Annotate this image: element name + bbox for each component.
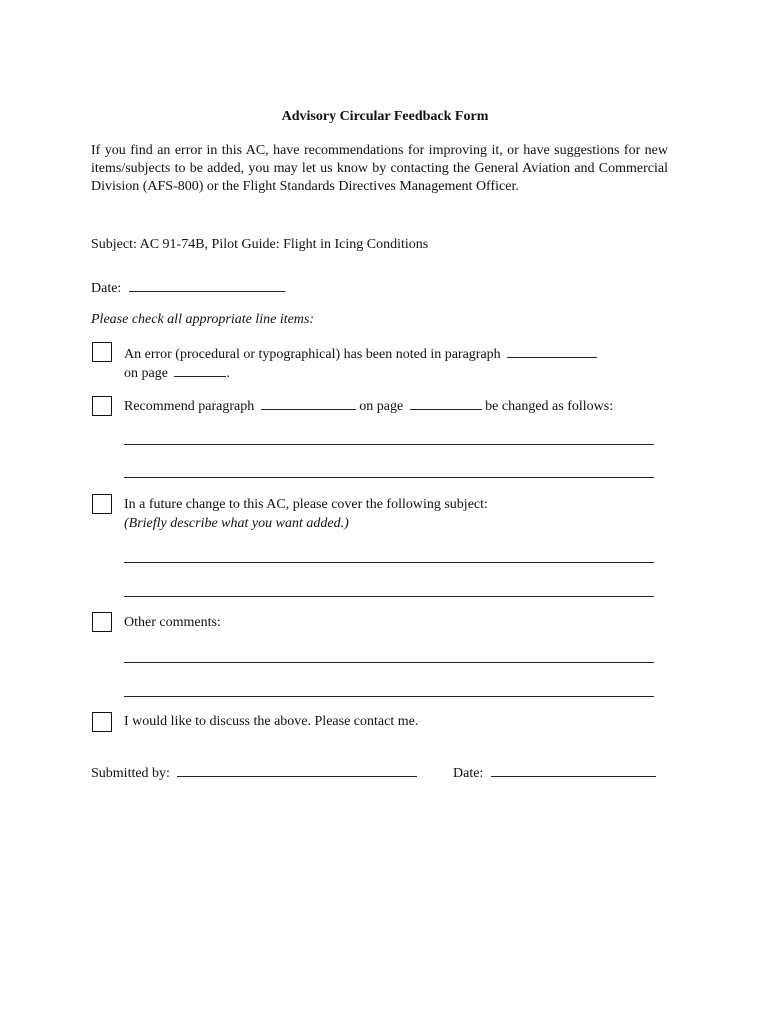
- submitted-by-field[interactable]: [177, 764, 417, 777]
- intro-paragraph: If you find an error in this AC, have recommendations for improving it, or have suggestions for new items/subjects to be added, you may let us know by contacting the General Aviation and Commercial Division (AFS-800) or the Flight Standards Directives Management Officer.: [91, 143, 668, 194]
- form-title: Advisory Circular Feedback Form: [281, 109, 489, 124]
- footer-date-label: Date:: [453, 766, 484, 781]
- other-comments-line-1[interactable]: [124, 662, 654, 663]
- submitted-by-row: [91, 764, 417, 782]
- item-error-line2: [124, 364, 230, 382]
- future-change-hint: (Briefly describe what you want added.): [124, 516, 349, 531]
- footer-date-row: [453, 764, 656, 782]
- item-error-period: .: [226, 366, 230, 381]
- other-comments-line-2[interactable]: [124, 696, 654, 697]
- footer-date-field[interactable]: [491, 764, 656, 777]
- recommend-text-line-2[interactable]: [124, 477, 654, 478]
- recommend-paragraph-field[interactable]: [261, 397, 356, 410]
- submitted-by-label: Submitted by:: [91, 766, 170, 781]
- future-change-line-1[interactable]: [124, 562, 654, 563]
- other-comments-checkbox[interactable]: [92, 612, 112, 632]
- date-field[interactable]: [129, 279, 285, 292]
- recommend-change-checkbox[interactable]: [92, 396, 112, 416]
- item-error-line1: [124, 345, 597, 363]
- subject-line: Subject: AC 91-74B, Pilot Guide: Flight in Icing Conditions: [91, 237, 429, 252]
- item-error-text: An error (procedural or typographical) has been noted in paragraph: [124, 347, 501, 362]
- recommend-change-label: be changed as follows:: [485, 399, 614, 414]
- recommend-paragraph-label: Recommend paragraph: [124, 399, 255, 414]
- item-recommend-line: [124, 397, 613, 415]
- recommend-page-field[interactable]: [410, 397, 482, 410]
- contact-me-text: I would like to discuss the above. Please contact me.: [124, 714, 419, 729]
- instructions-text: Please check all appropriate line items:: [91, 312, 315, 327]
- future-change-line-2[interactable]: [124, 596, 654, 597]
- item-error-page-label: on page: [124, 366, 168, 381]
- error-noted-checkbox[interactable]: [92, 342, 112, 362]
- date-label: Date:: [91, 281, 122, 296]
- error-paragraph-field[interactable]: [507, 345, 597, 358]
- future-change-checkbox[interactable]: [92, 494, 112, 514]
- error-page-field[interactable]: [174, 364, 226, 377]
- future-change-text: In a future change to this AC, please cover the following subject:: [124, 497, 488, 512]
- date-row: [91, 279, 285, 297]
- recommend-text-line-1[interactable]: [124, 444, 654, 445]
- contact-me-checkbox[interactable]: [92, 712, 112, 732]
- recommend-page-label: on page: [359, 399, 404, 414]
- other-comments-label: Other comments:: [124, 615, 221, 630]
